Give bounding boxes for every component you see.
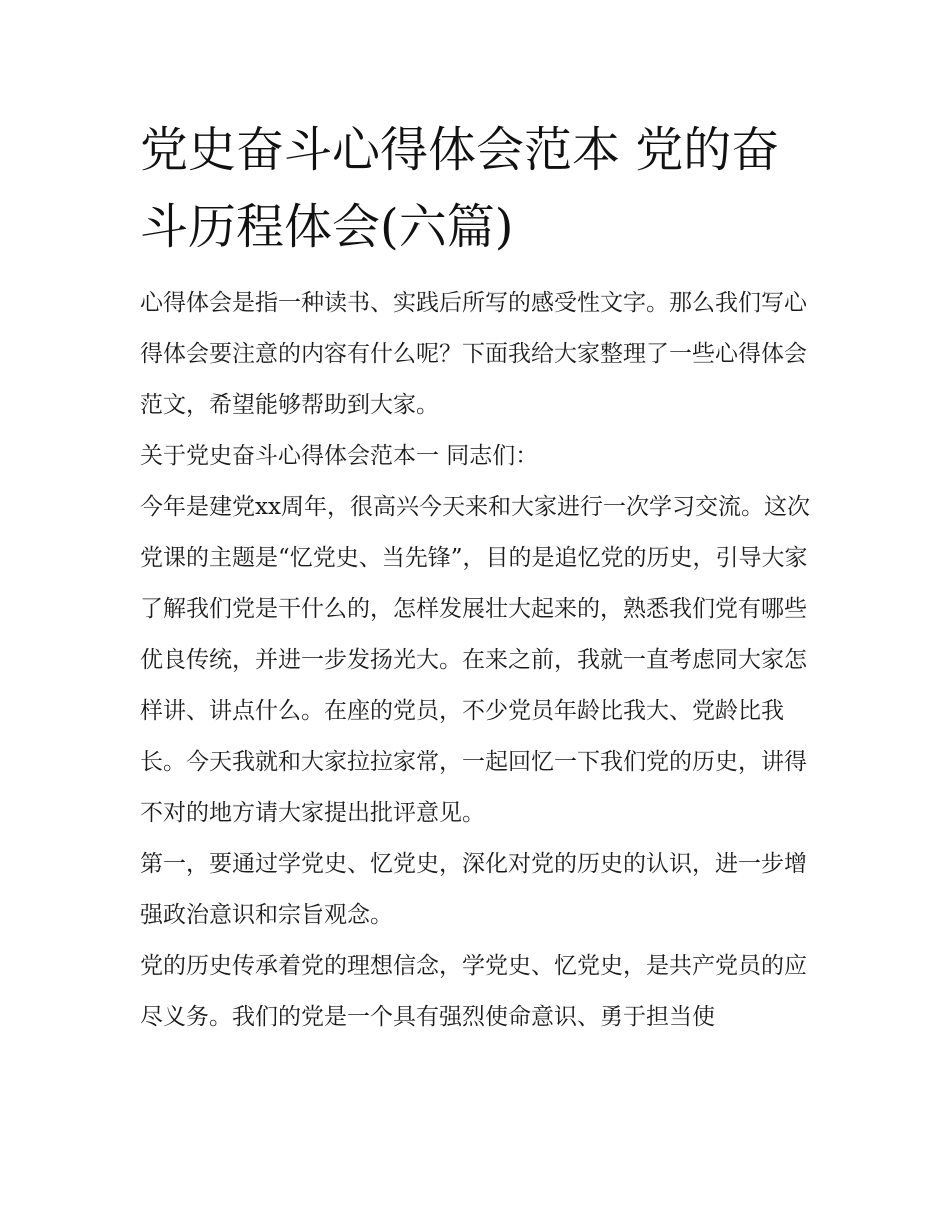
paragraph-history: 党的历史传承着党的理想信念，学党史、忆党史，是共产党员的应尽义务。我们的党是一个具有强烈使命意识、勇于担当使	[140, 953, 807, 1030]
paragraph-intro: 心得体会是指一种读书、实践后所写的感受性文字。那么我们写心得体会要注意的内容有什么呢？下面我给大家整理了一些心得体会范文，希望能够帮助到大家。	[140, 290, 807, 418]
document-body	[140, 278, 820, 1043]
document-title: 党史奋斗心得体会范本 党的奋斗历程体会(六篇)	[140, 122, 780, 255]
paragraph-opening: 今年是建党xx周年，很高兴今天来和大家进行一次学习交流。这次党课的主题是“忆党史、当先锋”，目的是追忆党的历史，引导大家了解我们党是干什么的，怎样发展壮大起来的，熟悉我们党有哪些优良传统，并进一步发扬光大。在来之前，我就一直考虑同大家怎样讲、讲点什么。在座的党员，不少党员年龄比我大、党龄比我长。今天我就和大家拉拉家常，一起回忆一下我们党的历史，讲得不对的地方请大家提出批评意见。	[140, 494, 810, 826]
paragraph-section-heading: 关于党史奋斗心得体会范本一 同志们：	[140, 443, 539, 469]
paragraph-point-one: 第一，要通过学党史、忆党史，深化对党的历史的认识，进一步增强政治意识和宗旨观念。	[140, 851, 807, 928]
